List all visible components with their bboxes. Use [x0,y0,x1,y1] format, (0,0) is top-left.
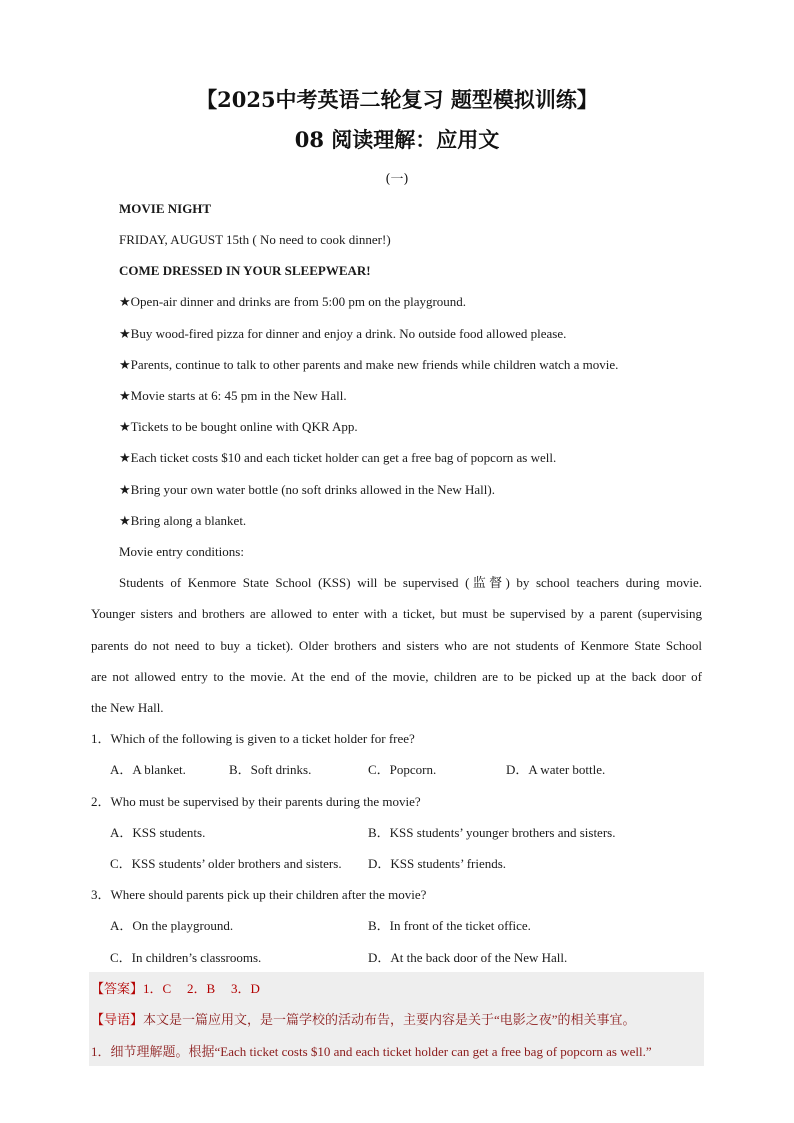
answer-item: 3．D [231,981,260,996]
option-b: B．Soft drinks. [229,762,312,777]
notice-dress-line: COME DRESSED IN YOUR SLEEPWEAR! [119,263,371,278]
guide-text: 本文是一篇应用文，是一篇学校的活动布告，主要内容是关于“电影之夜”的相关事宜。 [143,1012,636,1027]
question-stem: 1．Which of the following is given to a ticket holder for free? [91,731,415,746]
question-stem: 2．Who must be supervised by their parents during the movie? [91,794,421,809]
bullet-text: Each ticket costs $10 and each ticket holder can get a free bag of popcorn as well. [130,450,557,465]
option-b: B．KSS students’ younger brothers and sisters. [368,825,616,840]
document-title: 【2025中考英语二轮复习 题型模拟训练】 [196,87,598,112]
bullet-text: Tickets to be bought online with QKR App. [130,419,358,434]
guide-line [91,1011,636,1029]
answer-item: 1．C [143,981,172,996]
answer-label: 【答案】 [91,981,144,996]
star-icon: ★ [119,357,131,372]
option-c: C．KSS students’ older brothers and sisters. [110,856,342,871]
star-icon: ★ [119,388,131,403]
bullet-item [119,293,466,311]
star-icon: ★ [119,450,131,465]
paragraph-line: are not allowed entry to the movie. At the end of the movie, children are to be picked up at the back door of [91,669,702,684]
bullet-text: Parents, continue to talk to other parents and make new friends while children watch a movie. [130,357,619,372]
star-icon: ★ [119,482,131,497]
star-icon: ★ [119,294,131,309]
paragraph-line: Students of Kenmore State School (KSS) will be supervised (监督) by school teachers during movie. [119,575,702,590]
star-icon: ★ [119,326,131,341]
answer-line [91,980,260,998]
bullet-text: Open-air dinner and drinks are from 5:00 pm on the playground. [130,294,467,309]
conditions-label: Movie entry conditions: [119,544,244,559]
bullet-text: Bring along a blanket. [130,513,247,528]
bullet-item [119,481,495,499]
option-d: D．KSS students’ friends. [368,856,507,871]
document-subtitle: 08 阅读理解：应用文 [294,127,500,152]
bullet-item [119,418,358,436]
explanation-line: 1．细节理解题。根据“Each ticket costs $10 and each ticket holder can get a free bag of popcorn as well.” [91,1044,652,1059]
star-icon: ★ [119,513,131,528]
answer-item: 2．B [187,981,216,996]
paragraph-line: parents do not need to buy a ticket). Older brothers and sisters who are not students of Kenmore State School [91,638,702,653]
bullet-item [119,512,246,530]
option-a: A．KSS students. [110,825,206,840]
bullet-item [119,449,556,467]
notice-date-line: FRIDAY, AUGUST 15th ( No need to cook dinner!) [119,232,391,247]
star-icon: ★ [119,419,131,434]
option-d: D．A water bottle. [506,762,606,777]
paragraph-line: Younger sisters and brothers are allowed to enter with a ticket, but must be supervised by a parent (supervising [91,606,702,621]
option-a: A．A blanket. [110,762,186,777]
bullet-item [119,387,347,405]
section-marker: (一) [385,172,409,187]
bullet-item [119,325,566,343]
option-d: D．At the back door of the New Hall. [368,950,568,965]
option-b: B．In front of the ticket office. [368,918,531,933]
guide-label: 【导语】 [91,1012,144,1027]
option-a: A．On the playground. [110,918,234,933]
question-stem: 3．Where should parents pick up their children after the movie? [91,887,427,902]
option-c: C．Popcorn. [368,762,437,777]
option-c: C．In children’s classrooms. [110,950,262,965]
paragraph-line: the New Hall. [91,700,164,715]
bullet-text: Buy wood-fired pizza for dinner and enjoy a drink. No outside food allowed please. [130,326,567,341]
bullet-text: Bring your own water bottle (no soft drinks allowed in the New Hall). [130,482,495,497]
bullet-item [119,356,618,374]
notice-heading: MOVIE NIGHT [119,201,212,216]
bullet-text: Movie starts at 6: 45 pm in the New Hall. [130,388,347,403]
